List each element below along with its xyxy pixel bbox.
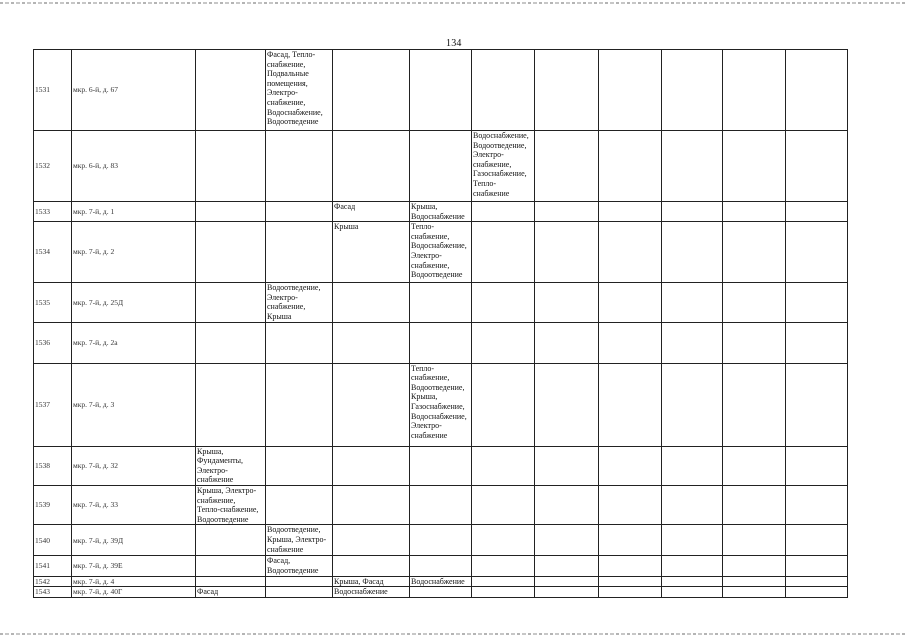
work-type-cell — [196, 556, 266, 576]
work-type-cell — [196, 576, 266, 587]
work-type-cell — [472, 202, 535, 222]
work-type-cell — [535, 283, 599, 322]
work-type-cell — [535, 50, 599, 131]
work-type-cell — [535, 556, 599, 576]
work-type-cell — [472, 485, 535, 524]
work-type-cell — [535, 485, 599, 524]
work-type-text: Водоотведение — [197, 514, 249, 524]
work-type-text: Тепло- — [411, 363, 435, 373]
work-type-cell — [266, 50, 333, 131]
work-type-cell — [472, 283, 535, 322]
work-type-text: Крыша, — [411, 202, 438, 211]
work-type-cell — [472, 576, 535, 587]
work-type-cell — [410, 283, 472, 322]
work-type-cell — [723, 322, 786, 363]
work-type-cell — [196, 50, 266, 131]
work-type-cell — [786, 222, 848, 283]
work-type-cell — [599, 222, 662, 283]
row-address: мкр. 6-й, д. 67 — [72, 50, 196, 131]
row-number: 1537 — [34, 363, 72, 446]
work-type-cell — [786, 556, 848, 576]
work-type-text: Электро- — [411, 250, 442, 260]
scan-edge-bottom — [0, 633, 905, 635]
table-row — [34, 283, 848, 322]
work-type-text: снабжение, — [411, 260, 450, 270]
work-type-cell — [196, 202, 266, 222]
work-type-cell — [266, 446, 333, 485]
work-type-cell — [333, 50, 410, 131]
work-type-cell — [786, 363, 848, 446]
work-type-cell — [662, 485, 723, 524]
work-type-cell — [410, 556, 472, 576]
work-type-cell — [266, 283, 333, 322]
work-type-cell — [723, 485, 786, 524]
work-type-cell — [599, 446, 662, 485]
work-type-text: Фасад — [197, 587, 219, 597]
work-type-cell — [196, 587, 266, 598]
work-type-text: Крыша — [334, 222, 359, 232]
row-address: мкр. 7-й, д. 32 — [72, 446, 196, 485]
work-type-text: Электро- — [411, 421, 442, 431]
work-type-cell — [599, 587, 662, 598]
work-type-text: Водоснабжение, — [411, 411, 467, 421]
work-type-cell — [535, 446, 599, 485]
work-type-cell — [196, 222, 266, 283]
work-type-text: Электро- — [267, 292, 298, 302]
work-type-cell — [786, 446, 848, 485]
work-type-cell — [333, 131, 410, 202]
work-type-text: Водоотведение — [267, 117, 319, 127]
row-number: 1539 — [34, 485, 72, 524]
work-type-cell — [662, 587, 723, 598]
work-type-cell — [333, 576, 410, 587]
work-type-cell — [535, 587, 599, 598]
work-type-cell — [410, 576, 472, 587]
row-number: 1531 — [34, 50, 72, 131]
work-type-cell — [599, 283, 662, 322]
work-type-cell — [196, 283, 266, 322]
work-type-cell — [599, 485, 662, 524]
work-type-cell — [599, 576, 662, 587]
work-type-cell — [723, 50, 786, 131]
row-address: мкр. 7-й, д. 25Д — [72, 283, 196, 322]
work-type-text: Электро- — [267, 88, 298, 98]
table-row — [34, 363, 848, 446]
row-address: мкр. 7-й, д. 4 — [72, 576, 196, 587]
work-type-text: Тепло- — [411, 222, 435, 232]
row-number: 1538 — [34, 446, 72, 485]
work-type-cell — [472, 446, 535, 485]
work-type-text: снабжение, — [411, 231, 450, 241]
table-body — [34, 50, 848, 598]
work-type-cell — [266, 525, 333, 556]
row-address: мкр. 7-й, д. 2а — [72, 322, 196, 363]
work-type-cell — [786, 131, 848, 202]
work-type-cell — [723, 525, 786, 556]
work-type-text: снабжение, — [197, 495, 236, 505]
work-type-text: Фундаменты, — [197, 456, 243, 466]
row-number: 1536 — [34, 322, 72, 363]
work-type-cell — [196, 131, 266, 202]
work-type-cell — [266, 222, 333, 283]
table-row — [34, 50, 848, 131]
work-type-cell — [723, 363, 786, 446]
row-address: мкр. 6-й, д. 83 — [72, 131, 196, 202]
work-type-cell — [472, 587, 535, 598]
row-number: 1541 — [34, 556, 72, 576]
work-type-cell — [266, 202, 333, 222]
table-row — [34, 576, 848, 587]
work-type-cell — [410, 363, 472, 446]
work-type-cell — [786, 485, 848, 524]
work-type-text: Водоотведение — [411, 270, 463, 280]
table-row — [34, 446, 848, 485]
table-row — [34, 587, 848, 598]
row-address: мкр. 7-й, д. 1 — [72, 202, 196, 222]
work-type-cell — [723, 446, 786, 485]
work-type-cell — [266, 363, 333, 446]
work-type-cell — [786, 322, 848, 363]
work-type-cell — [599, 50, 662, 131]
table-row — [34, 322, 848, 363]
row-number: 1532 — [34, 131, 72, 202]
work-type-text: снабжение, — [267, 302, 306, 312]
work-type-cell — [410, 485, 472, 524]
row-address: мкр. 7-й, д. 39Е — [72, 556, 196, 576]
work-type-cell — [786, 525, 848, 556]
work-type-cell — [599, 363, 662, 446]
work-type-cell — [410, 446, 472, 485]
work-type-cell — [266, 587, 333, 598]
work-type-cell — [723, 576, 786, 587]
work-type-cell — [599, 322, 662, 363]
work-type-text: Водоснабжение — [411, 576, 465, 586]
work-type-cell — [196, 525, 266, 556]
work-type-cell — [333, 446, 410, 485]
table-row — [34, 131, 848, 202]
work-type-cell — [723, 222, 786, 283]
work-type-text: снабжение — [197, 475, 234, 485]
work-type-cell — [535, 222, 599, 283]
scan-edge-top — [0, 2, 905, 4]
work-type-text: Водоснабжение — [334, 587, 388, 597]
work-type-cell — [535, 131, 599, 202]
table-row — [34, 525, 848, 556]
work-type-cell — [662, 525, 723, 556]
work-type-cell — [333, 363, 410, 446]
work-type-text: Крыша, Фасад — [334, 576, 384, 586]
work-type-cell — [266, 556, 333, 576]
work-type-cell — [535, 202, 599, 222]
work-type-cell — [333, 202, 410, 222]
work-type-cell — [662, 50, 723, 131]
work-type-cell — [333, 485, 410, 524]
work-type-text: Тепло-снабжение, — [197, 505, 259, 515]
work-type-text: Водоотведение, — [473, 140, 527, 150]
work-type-cell — [266, 485, 333, 524]
table-row — [34, 222, 848, 283]
work-type-cell — [786, 283, 848, 322]
work-type-cell — [535, 576, 599, 587]
work-type-text: снабжение, — [411, 373, 450, 383]
work-type-text: снабжение — [267, 544, 304, 554]
work-type-cell — [472, 525, 535, 556]
work-type-cell — [535, 363, 599, 446]
work-type-cell — [662, 363, 723, 446]
row-address: мкр. 7-й, д. 2 — [72, 222, 196, 283]
work-type-cell — [599, 525, 662, 556]
work-type-cell — [196, 363, 266, 446]
work-type-cell — [196, 485, 266, 524]
work-type-cell — [472, 556, 535, 576]
row-address: мкр. 7-й, д. 3 — [72, 363, 196, 446]
work-type-cell — [410, 202, 472, 222]
work-type-cell — [266, 131, 333, 202]
work-type-cell — [599, 556, 662, 576]
work-type-cell — [786, 587, 848, 598]
table-row — [34, 485, 848, 524]
work-type-cell — [472, 363, 535, 446]
work-type-text: помещения, — [267, 78, 308, 88]
work-type-cell — [786, 576, 848, 587]
work-type-cell — [723, 283, 786, 322]
work-type-text: снабжение, — [267, 97, 306, 107]
work-type-cell — [723, 131, 786, 202]
work-type-cell — [599, 131, 662, 202]
work-type-cell — [786, 50, 848, 131]
work-type-cell — [472, 322, 535, 363]
work-type-text: Фасад, Тепло- — [267, 50, 316, 59]
work-type-text: Водоснабжение — [411, 211, 465, 221]
work-type-text: Подвальные — [267, 69, 309, 79]
work-type-cell — [662, 131, 723, 202]
work-type-text: Электро- — [197, 465, 228, 475]
work-type-cell — [599, 202, 662, 222]
work-type-cell — [662, 222, 723, 283]
work-type-text: Крыша, Электро- — [267, 534, 327, 544]
work-type-cell — [333, 322, 410, 363]
work-type-text: Крыша, Электро- — [197, 485, 257, 495]
row-address: мкр. 7-й, д. 39Д — [72, 525, 196, 556]
row-address: мкр. 7-й, д. 40Г — [72, 587, 196, 598]
row-number: 1542 — [34, 576, 72, 587]
work-type-cell — [410, 322, 472, 363]
row-number: 1535 — [34, 283, 72, 322]
work-type-text: Водоотведение, — [267, 283, 321, 293]
row-number: 1540 — [34, 525, 72, 556]
work-type-text: Водоснабжение, — [411, 241, 467, 251]
work-type-text: Водоснабжение, — [473, 131, 529, 140]
work-type-text: Фасад, — [267, 556, 291, 566]
work-type-cell — [196, 322, 266, 363]
work-type-cell — [472, 131, 535, 202]
table-row — [34, 556, 848, 576]
work-type-cell — [266, 576, 333, 587]
work-type-cell — [723, 202, 786, 222]
work-type-cell — [786, 202, 848, 222]
work-type-text: Газоснабжение, — [473, 169, 527, 179]
work-type-cell — [410, 50, 472, 131]
work-type-cell — [472, 50, 535, 131]
work-type-cell — [472, 222, 535, 283]
work-type-text: снабжение — [473, 188, 510, 198]
work-type-text: Крыша, — [197, 446, 224, 456]
work-type-cell — [535, 525, 599, 556]
work-type-text: Водоотведение, — [267, 525, 321, 535]
work-type-cell — [662, 322, 723, 363]
work-type-cell — [535, 322, 599, 363]
work-type-cell — [333, 525, 410, 556]
work-type-cell — [662, 283, 723, 322]
work-type-text: Водоотведение — [267, 565, 319, 575]
work-type-text: Тепло- — [473, 178, 497, 188]
work-type-text: Крыша — [267, 311, 292, 321]
work-type-text: Фасад — [334, 202, 356, 211]
row-number: 1534 — [34, 222, 72, 283]
work-type-cell — [662, 576, 723, 587]
work-type-cell — [662, 202, 723, 222]
repair-schedule-sheet — [33, 49, 847, 598]
work-type-cell — [196, 446, 266, 485]
repair-schedule-table — [33, 49, 848, 598]
work-type-text: снабжение, — [473, 159, 512, 169]
work-type-cell — [410, 131, 472, 202]
work-type-cell — [410, 587, 472, 598]
work-type-text: снабжение, — [267, 59, 306, 69]
work-type-text: Крыша, — [411, 392, 438, 402]
work-type-cell — [333, 587, 410, 598]
row-number: 1533 — [34, 202, 72, 222]
work-type-text: Электро- — [473, 150, 504, 160]
table-row — [34, 202, 848, 222]
work-type-text: Водоснабжение, — [267, 107, 323, 117]
row-address: мкр. 7-й, д. 33 — [72, 485, 196, 524]
work-type-cell — [333, 556, 410, 576]
work-type-cell — [266, 322, 333, 363]
work-type-cell — [662, 556, 723, 576]
work-type-text: снабжение — [411, 430, 448, 440]
work-type-cell — [333, 222, 410, 283]
page-number: 134 — [446, 38, 462, 49]
work-type-text: Водоотведение, — [411, 382, 465, 392]
work-type-cell — [723, 556, 786, 576]
work-type-cell — [333, 283, 410, 322]
work-type-cell — [410, 525, 472, 556]
row-number: 1543 — [34, 587, 72, 598]
work-type-cell — [662, 446, 723, 485]
work-type-cell — [723, 587, 786, 598]
work-type-cell — [410, 222, 472, 283]
work-type-text: Газоснабжение, — [411, 401, 465, 411]
